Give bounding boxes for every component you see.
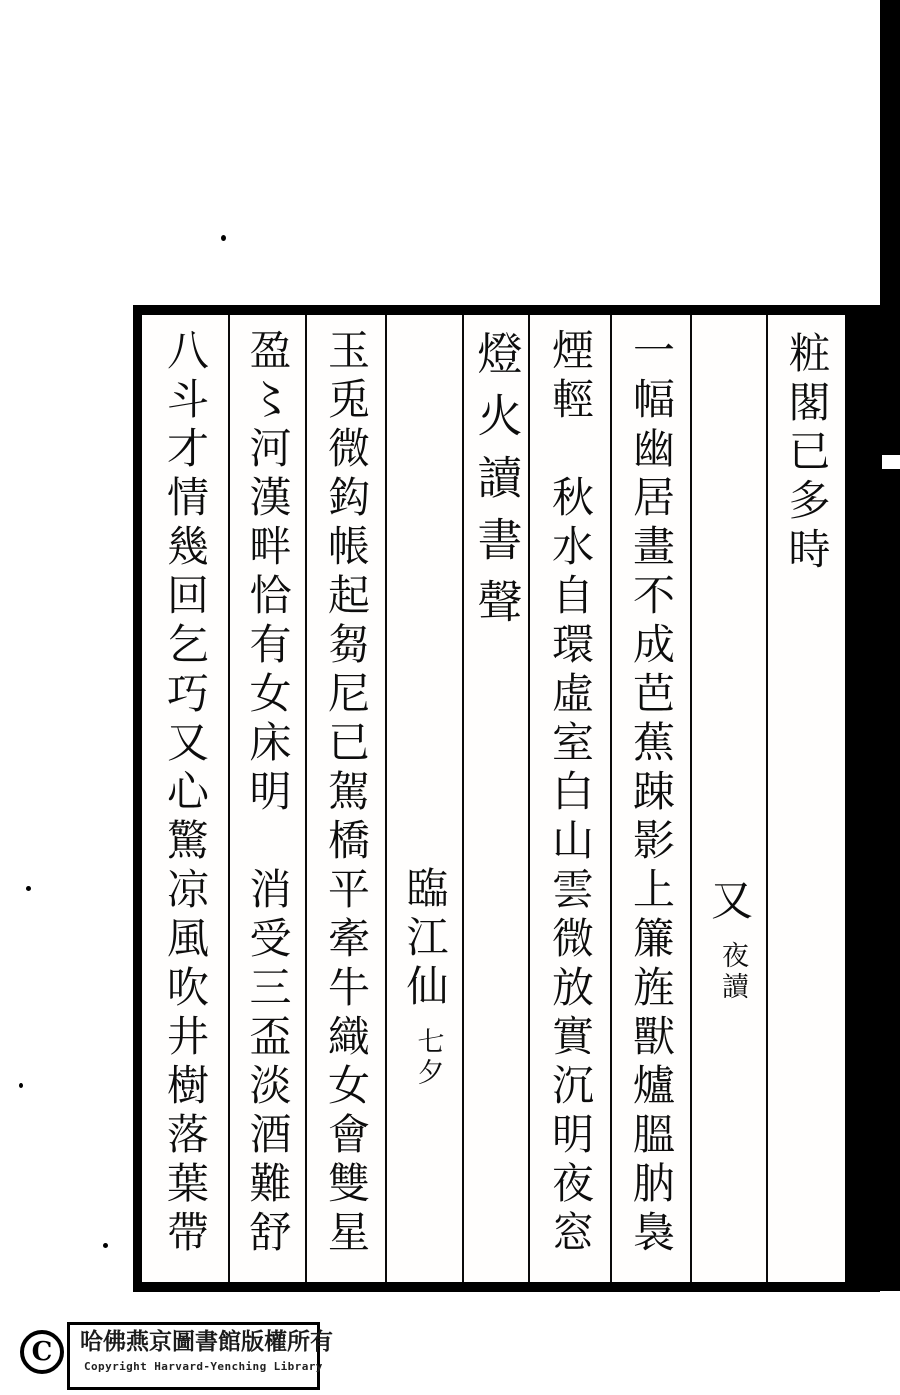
ink-speck (868, 478, 871, 481)
ink-speck (19, 1083, 23, 1088)
copyright-symbol-icon (20, 1330, 64, 1374)
poem-subtitle-night-reading: 夜讀 (717, 941, 748, 1003)
ink-speck (103, 1243, 108, 1248)
column-7-text: 玉兎微鈎帳起芻尼已駕橋平牽牛織女會雙星 (322, 328, 371, 1259)
column-1-poem-end (766, 315, 845, 1282)
column-8-verse (228, 315, 305, 1282)
column-6-title (385, 315, 462, 1282)
column-3-verse (610, 315, 690, 1282)
column-9-verse (142, 315, 228, 1282)
column-7-verse (305, 315, 385, 1282)
binding-strip-notch (882, 455, 900, 469)
column-5-verse (462, 315, 528, 1282)
poem-subtitle-qixi: 七夕 (412, 1027, 444, 1089)
column-4-verse (528, 315, 610, 1282)
copyright-stamp-box (67, 1322, 333, 1390)
text-columns (142, 315, 845, 1282)
poem-title-you: 又 (705, 878, 754, 927)
copyright-english-text: Copyright Harvard-Yenching Library (84, 1359, 323, 1373)
copyright-chinese-text: 哈佛燕京圖書館版權所有 (80, 1329, 333, 1355)
binding-strip (880, 0, 900, 1291)
ink-speck (26, 886, 31, 891)
column-8-text: 盈〻河漢畔恰有女床明 消受三盃淡酒難舒 (243, 328, 293, 1259)
ink-speck (874, 505, 878, 509)
poem-title-linjiangxian: 臨江仙 (400, 866, 450, 1013)
column-2-title (690, 315, 766, 1282)
column-3-text: 一幅幽居畫不成芭蕉踈影上簾旌獸爐膃肭裊 (627, 328, 676, 1259)
copyright-symbol-letter: C (31, 1337, 53, 1367)
column-5-text: 燈火讀書聲 (469, 330, 523, 640)
copyright-stamp (0, 1318, 340, 1395)
ink-speck (221, 235, 226, 241)
page-frame (133, 305, 880, 1292)
column-4-text: 煙輕 秋水自環虛室白山雲微放實沉明夜窓 (546, 328, 595, 1259)
column-1-text: 粧閣已多時 (782, 331, 832, 576)
column-9-text: 八斗才情幾回乞巧又心驚凉風吹井樹落葉帶 (161, 328, 210, 1259)
